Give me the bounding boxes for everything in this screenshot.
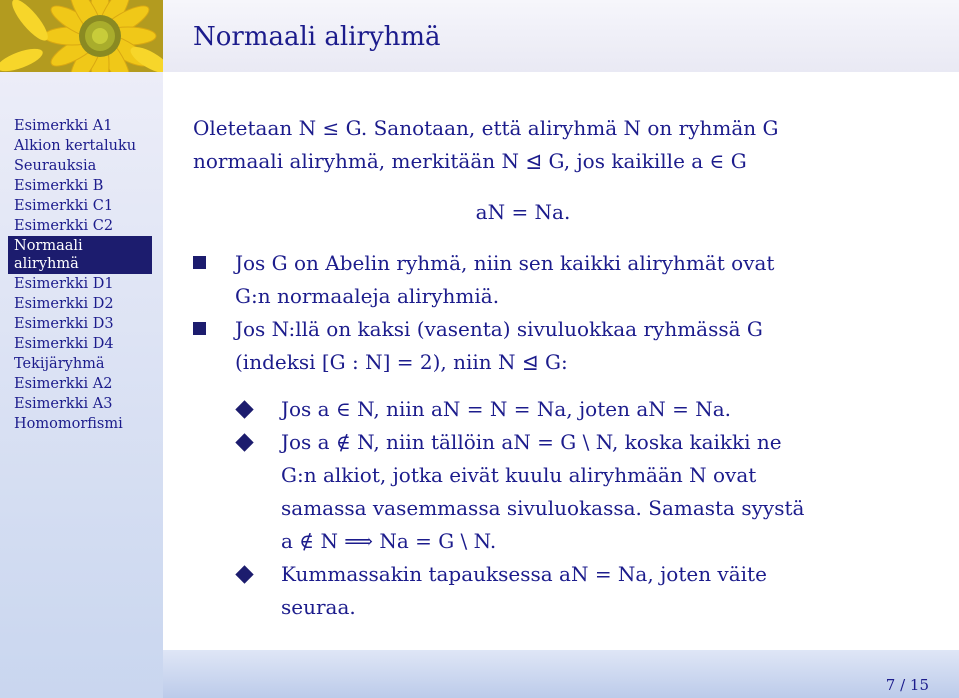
subbullet-a-in-n-text: Jos a ∈ N, niin aN = N = Na, joten aN = Na. [281,397,732,421]
subbullet-a-not-in-n-line-2: G:n alkiot, jotka eivät kuulu aliryhmään N ovat [281,463,757,487]
diamond-bullet-icon [235,565,253,583]
subbullet-conclusion [193,558,913,624]
bullet-abelian-line-1: Jos G on Abelin ryhmä, niin sen kaikki aliryhmät ovat [235,251,775,275]
square-bullet-icon [193,256,206,269]
subbullet-a-not-in-n [193,426,913,558]
bullet-index-two-line-1: Jos N:llä on kaksi (vasenta) sivuluokkaa ryhmässä G [235,317,763,341]
sidebar-item-esimerkki-a2[interactable]: Esimerkki A2 [14,376,113,392]
sidebar-item-label-line1: Normaali [14,238,83,254]
sidebar-item-label-line2: aliryhmä [14,256,79,272]
diamond-bullet-icon [235,400,253,418]
square-bullet-icon [193,322,206,335]
slide-title: Normaali aliryhmä [193,22,441,52]
intro-line-1: Oletetaan N ≤ G. Sanotaan, että aliryhmä N on ryhmän G [193,116,779,140]
subbullet-conclusion-line-1: Kummassakin tapauksessa aN = Na, joten väite [281,562,767,586]
bullet-abelian-line-2: G:n normaaleja aliryhmiä. [235,284,500,308]
subbullet-conclusion-line-2: seuraa. [281,595,356,619]
sidebar-item-normaali-aliryhma-active[interactable] [8,236,152,274]
sidebar-item-alkion-kertaluku[interactable]: Alkion kertaluku [14,138,137,154]
sidebar-item-seurauksia[interactable]: Seurauksia [14,158,97,174]
header [0,0,959,72]
subbullet-a-not-in-n-line-4: a ∉ N ⟹ Na = G \ N. [281,529,497,553]
sidebar-item-esimerkki-d3[interactable]: Esimerkki D3 [14,316,114,332]
sidebar-navigation [0,72,163,698]
bullet-index-two [193,313,913,379]
footer-band [163,650,959,698]
subbullet-a-in-n [193,393,913,426]
sidebar-item-esimerkki-d4[interactable]: Esimerkki D4 [14,336,114,352]
sidebar-item-esimerkki-c1[interactable]: Esimerkki C1 [14,198,114,214]
sidebar-item-esimerkki-b[interactable]: Esimerkki B [14,178,104,194]
sidebar-item-esimerkki-d1[interactable]: Esimerkki D1 [14,276,114,292]
sidebar-item-homomorfismi[interactable]: Homomorfismi [14,416,123,432]
bullet-abelian [193,247,913,313]
sidebar-item-esimerkki-d2[interactable]: Esimerkki D2 [14,296,114,312]
subbullet-a-not-in-n-line-1: Jos a ∉ N, niin tällöin aN = G \ N, koska kaikki ne [281,430,782,454]
sidebar-item-esimerkki-a3[interactable]: Esimerkki A3 [14,396,113,412]
definition-equation: aN = Na. [475,200,571,224]
subbullet-a-not-in-n-line-3: samassa vasemmassa sivuluokassa. Samasta syystä [281,496,805,520]
diamond-bullet-icon [235,433,253,451]
sidebar-item-esimerkki-c2[interactable]: Esimerkki C2 [14,218,114,234]
intro-line-2: normaali aliryhmä, merkitään N ⊴ G, jos kaikille a ∈ G [193,149,747,173]
sidebar-item-tekijaryhma[interactable]: Tekijäryhmä [14,356,105,372]
page-number: 7 / 15 [885,676,929,694]
bullet-index-two-line-2: (indeksi [G : N] = 2), niin N ⊴ G: [235,350,568,374]
sidebar-item-esimerkki-a1[interactable]: Esimerkki A1 [14,118,113,134]
sunflower-logo [0,0,163,72]
slide-content [193,112,913,624]
